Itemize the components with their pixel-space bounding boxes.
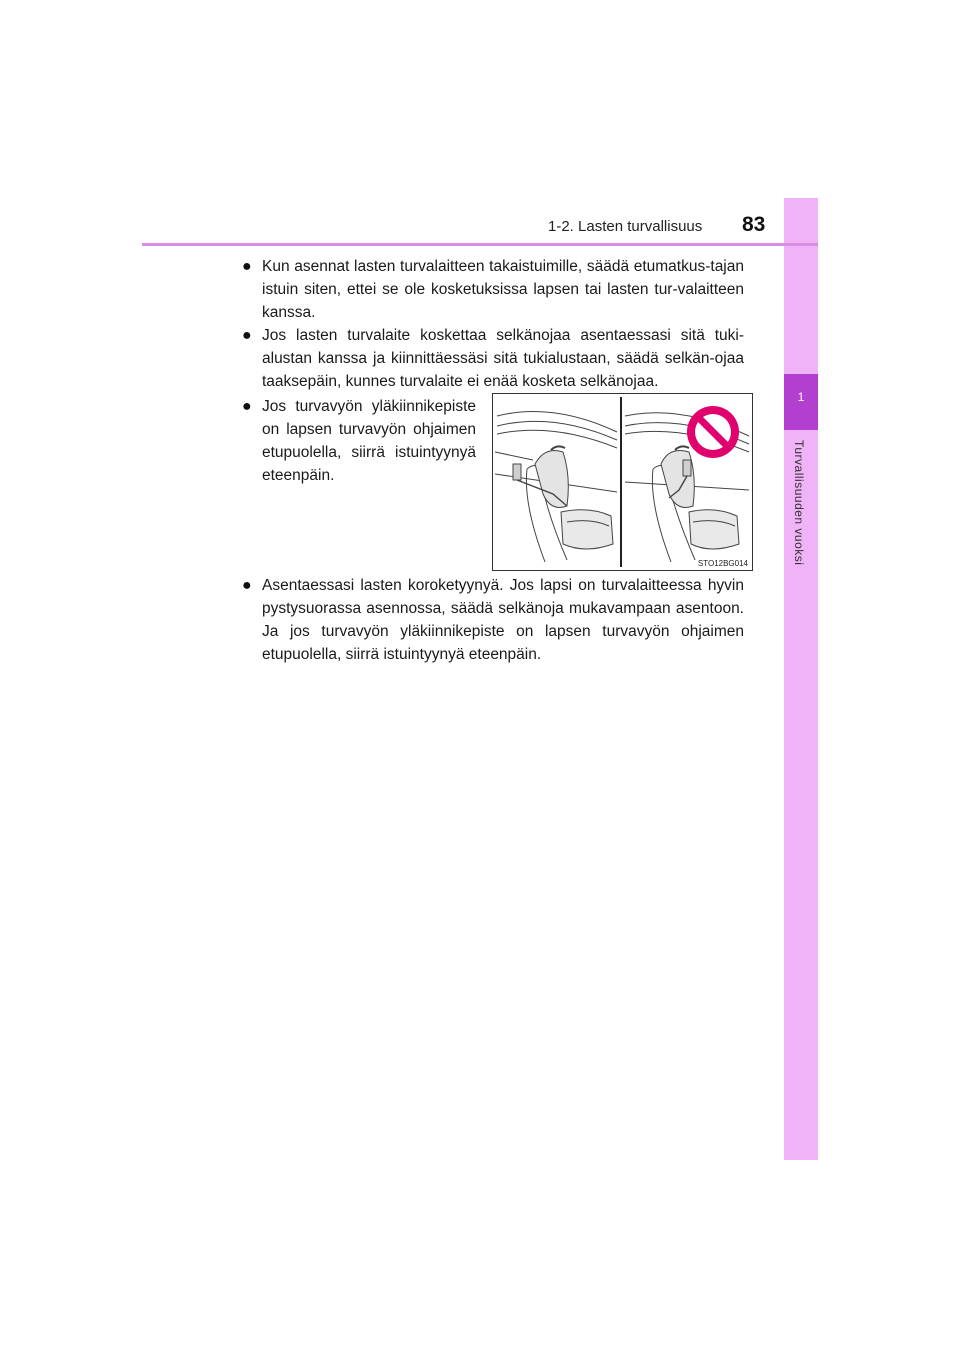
bullet-item xyxy=(242,395,476,487)
bullet-text: Asentaessasi lasten koroketyynyä. Jos lapsi on turvalaitteessa hyvin pystysuorassa asennossa, säädä selkänoja mukavampaan asentoon. Ja jos turvavyön yläkiinnikepiste on lapsen turvavyön ohjaimen etupuolella, siirrä istuintyynyä eteenpäin. xyxy=(262,577,744,663)
bullet-dot-icon: ● xyxy=(242,258,252,275)
bullet-dot-icon: ● xyxy=(242,577,252,594)
bullet-item xyxy=(242,255,744,324)
bullet-text: Jos lasten turvalaite koskettaa selkänojaa asentaessasi sitä tuki-alustan kanssa ja kiinnittäessäsi sitä tukialustaan, säädä selkän-ojaa taaksepäin, kunnes turvalaite ei enää kosketa selkänojaa. xyxy=(262,327,744,390)
prohibited-icon xyxy=(687,406,739,458)
bullet-item xyxy=(242,574,744,666)
page-number: 83 xyxy=(742,213,766,236)
child-seat-illustration xyxy=(493,394,752,570)
side-tab xyxy=(784,198,818,1160)
header-rule xyxy=(142,243,818,246)
chapter-number: 1 xyxy=(797,390,805,404)
bullet-dot-icon: ● xyxy=(242,327,252,344)
chapter-title: Turvallisuuden vuoksi xyxy=(792,440,806,566)
figure-code: STO12BG014 xyxy=(697,559,748,568)
bullet-text: Kun asennat lasten turvalaitteen takaistuimille, säädä etumatkus-tajan istuin siten, ettei se ole kosketuksissa lapsen tai lasten tur-valaitteen kanssa. xyxy=(262,258,744,321)
illustration-frame xyxy=(492,393,753,571)
bullet-item xyxy=(242,324,744,393)
bullet-dot-icon: ● xyxy=(242,398,252,415)
bullet-text: Jos turvavyön yläkiinnikepiste on lapsen turvavyön ohjaimen etupuolella, siirrä istuintyynyä eteenpäin. xyxy=(262,398,476,484)
header-section-title: 1-2. Lasten turvallisuus xyxy=(548,218,703,235)
